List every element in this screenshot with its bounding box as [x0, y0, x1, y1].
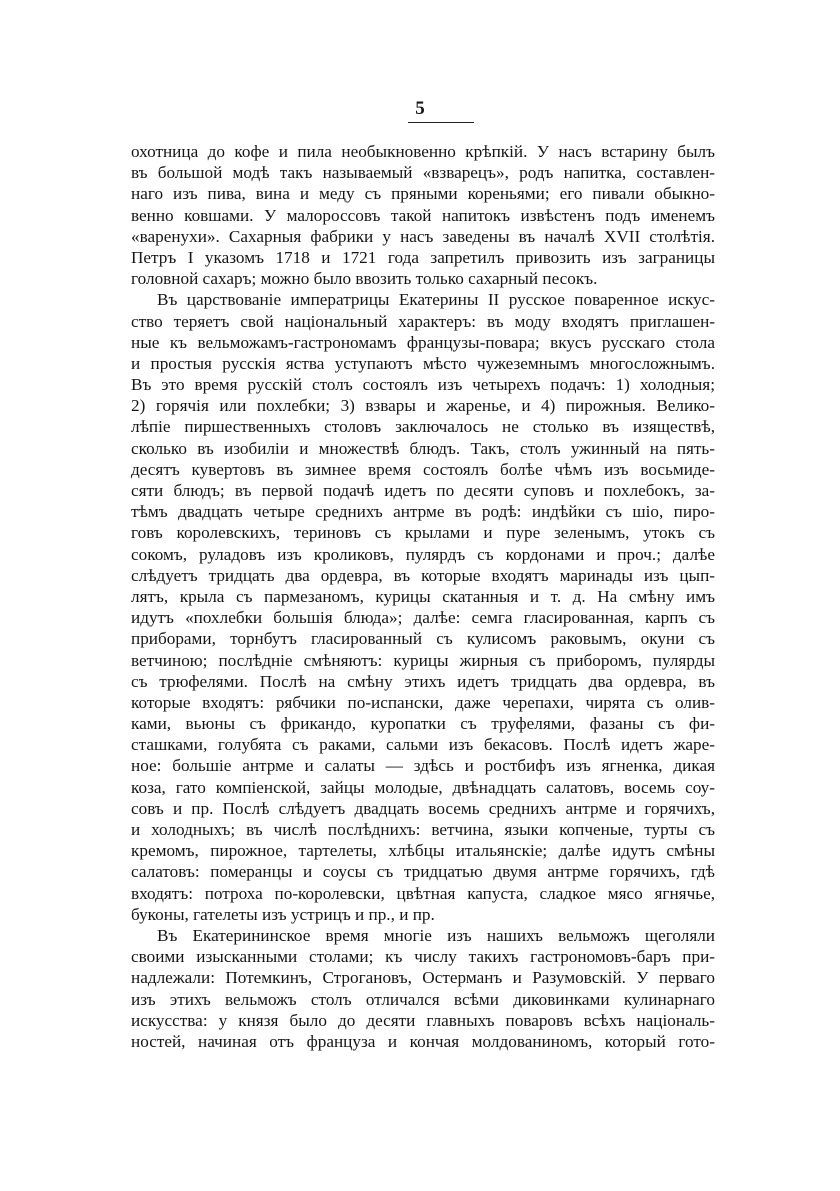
page-number: 5: [415, 98, 425, 119]
text-line: лятъ, крыла съ пармезаномъ, курицы скатанныя и т. д. На смѣну имъ: [131, 586, 715, 606]
text-line: охотница до кофе и пила необыкновенно крѣпкій. У насъ встарину былъ: [131, 142, 715, 161]
text-line: и холодныхъ; въ числѣ послѣднихъ: ветчина, языки копченые, турты съ: [131, 820, 715, 839]
text-line: входятъ: потроха по-королевски, цвѣтная капуста, сладкое мясо ягнячье,: [131, 883, 715, 903]
text-line: головной сахаръ; можно было ввозить только сахарный песокъ.: [131, 269, 598, 289]
text-line: идутъ «похлебки большія блюда»; далѣе: семга гласированная, карпъ съ: [131, 608, 715, 628]
text-line: говъ королевскихъ, териновъ съ крылами и пуре зеленымъ, утокъ съ: [131, 523, 715, 543]
text-line: Въ царствованіе императрицы Екатерины II русское поваренное искус-: [157, 290, 715, 310]
text-line: сокомъ, руладовъ изъ кроликовъ, пулярдъ съ кордонами и проч.; далѣе: [131, 544, 715, 564]
text-line: наго изъ пива, вина и меду съ пряными кореньями; его пивали обыкно-: [131, 184, 715, 204]
text-line: надлежали: Потемкинъ, Строгановъ, Остерманъ и Разумовскій. У перваго: [131, 968, 715, 988]
text-line: «варенухи». Сахарныя фабрики у насъ заведены въ началѣ XVII столѣтія.: [131, 226, 715, 246]
text-line: венно ковшами. У малороссовъ такой напитокъ извѣстенъ подъ именемъ: [131, 205, 715, 225]
text-line: приборами, торнбутъ гласированный съ кулисомъ раковымъ, окуни съ: [131, 629, 715, 649]
text-line: сяти блюдъ; въ первой подачѣ идетъ по десяти суповъ и похлебокъ, за-: [131, 481, 715, 500]
text-line: искусства: у князя было до десяти главныхъ поваровъ всѣхъ національ-: [131, 1010, 715, 1030]
text-line: коза, гато компіенской, зайцы молодые, двѣнадцать салатовъ, восемь соу-: [131, 777, 715, 797]
text-line: 2) горячія или похлебки; 3) взвары и жаренье, и 4) пирожныя. Велико-: [131, 396, 715, 416]
paragraph: [131, 925, 715, 1052]
text-line: ностей, начиная отъ француза и кончая молдованиномъ, который гото-: [131, 1031, 715, 1051]
text-line: десятъ кувертовъ въ зимнее время состоялъ болѣе чѣмъ изъ восьмиде-: [131, 459, 715, 479]
text-line: ками, вьюны съ фрикандо, куропатки съ труфелями, фазаны съ фи-: [131, 714, 715, 734]
text-line: ные къ вельможамъ-гастрономамъ французы-повара; вкусъ русскаго стола: [131, 332, 715, 352]
text-line: и простыя русскія яства уступаютъ мѣсто чужеземнымъ многосложнымъ.: [131, 353, 715, 373]
text-line: съ трюфелями. Послѣ на смѣну этихъ идетъ тридцать два ордевра, въ: [131, 671, 715, 691]
body-text: [131, 141, 715, 1052]
text-line: тѣмъ двадцать четыре среднихъ антрме въ родѣ: индѣйки съ шіо, пиро-: [131, 502, 715, 522]
text-line: Въ Екатерининское время многіе изъ нашихъ вельможъ щеголяли: [157, 925, 715, 945]
text-line: кремомъ, пирожное, тартелеты, хлѣбцы итальянскіе; далѣе идутъ смѣны: [131, 841, 715, 861]
text-line: слѣдуетъ тридцать два ордевра, въ которые входятъ маринады изъ цып-: [131, 565, 715, 585]
text-line: своими изысканными столами; къ числу такихъ гастрономовъ-баръ при-: [131, 947, 715, 967]
text-line: лѣпіе пиршественныхъ столовъ заключалось не столько въ изяществѣ,: [131, 417, 715, 437]
text-line: ное: большіе антрме и салаты — здѣсь и ростбифъ изъ ягненка, дикая: [131, 756, 715, 776]
text-line: Петръ I указомъ 1718 и 1721 года запретилъ привозить изъ заграницы: [131, 247, 715, 267]
text-line: салатовъ: померанцы и соусы съ тридцатью двумя антрме горячихъ, гдѣ: [131, 862, 715, 882]
text-line: ство теряетъ свой національный характеръ: въ моду входятъ приглашен-: [131, 311, 715, 331]
paragraph: [131, 141, 715, 289]
text-line: которые входятъ: рябчики по-испански, даже черепахи, чирята съ олив-: [131, 692, 715, 712]
paragraph: [131, 289, 715, 925]
text-line: Въ это время русскій столъ состоялъ изъ четырехъ подачъ: 1) холодныя;: [131, 375, 715, 395]
text-line: буконы, гателеты изъ устрицъ и пр., и пр.: [131, 904, 435, 924]
text-line: въ большой модѣ такъ называемый «взварецъ», родъ напитка, составлен-: [131, 163, 715, 183]
text-line: изъ этихъ вельможъ столъ отличался всѣми диковинками кулинарнаго: [131, 989, 715, 1009]
text-line: сташками, голубята съ раками, сальми изъ бекасовъ. Послѣ идетъ жаре-: [131, 735, 715, 755]
text-line: ветчиною; послѣдніе смѣняютъ: курицы жирныя съ приборомъ, пулярды: [131, 650, 715, 670]
text-line: сколько въ изобиліи и множествѣ блюдъ. Такъ, столъ ужинный на пять-: [131, 438, 715, 458]
text-line: совъ и пр. Послѣ слѣдуетъ двадцать восемь среднихъ антрме и горячихъ,: [131, 798, 715, 818]
page-number-rule: [408, 122, 474, 123]
